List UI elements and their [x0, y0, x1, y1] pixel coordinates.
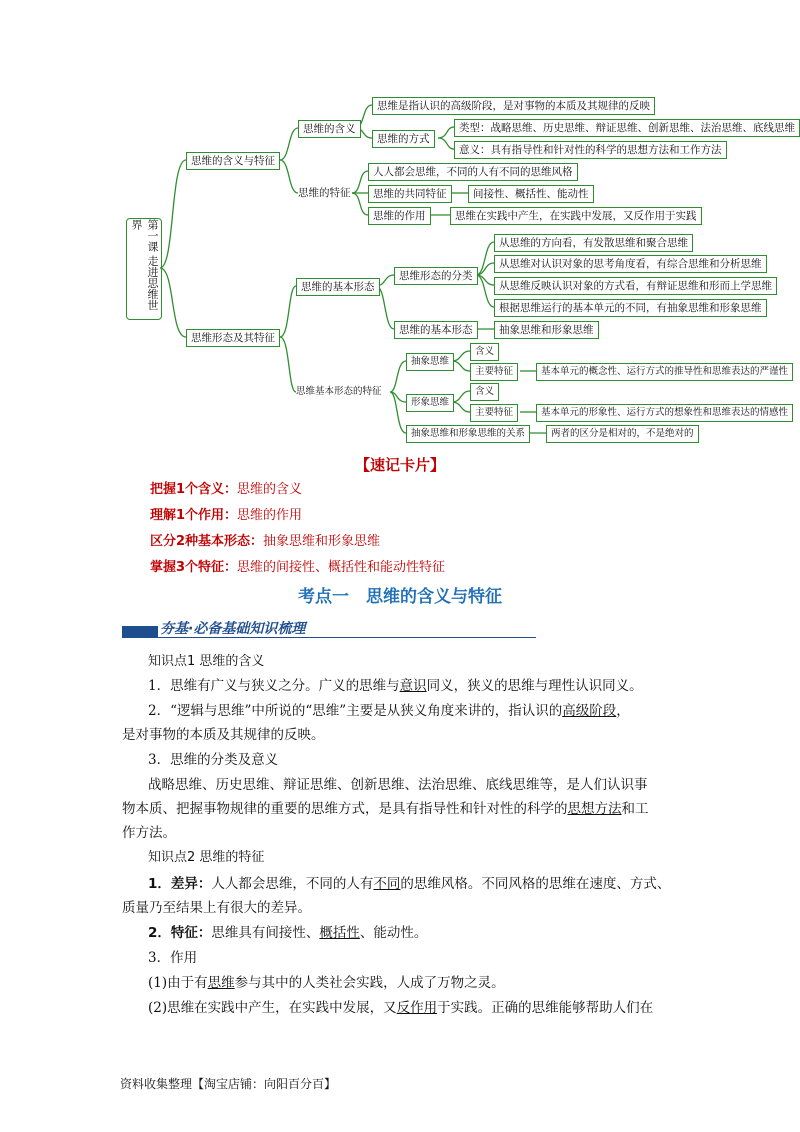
para-5-u: 不同: [373, 876, 401, 892]
node-image-feature: 主要特征: [470, 404, 518, 422]
para-8-a: (1)由于有: [148, 975, 208, 991]
para-1: [148, 674, 708, 698]
page-footer: 资料收集整理【淘宝店铺：向阳百分百】: [120, 1077, 337, 1091]
node-classification: 思维形态的分类: [394, 267, 478, 285]
card-val-3: 抽象思维和形象思维: [263, 534, 381, 549]
section-banner: [122, 618, 412, 640]
para-5-b: 的思维风格。不同风格的思维在速度、方式、: [400, 876, 671, 892]
node-role-val: 思维在实践中产生，在实践中发展，又反作用于实践: [450, 207, 702, 225]
node-abstract-feature: 主要特征: [470, 363, 518, 381]
node-basic-forms-2-val: 抽象思维和形象思维: [494, 321, 599, 339]
para-7: 3．作用: [148, 950, 198, 966]
para-4-b-text: 物本质、把握事物规律的重要的思维方式，是具有指导性和针对性的科学的: [122, 801, 568, 817]
para-9: [148, 996, 688, 1020]
para-4-u: 思想方法: [567, 801, 622, 817]
node-abstract: 抽象思维: [406, 353, 454, 371]
card-key-1: 把握1个含义：: [150, 482, 238, 497]
node-class-1: 从思维的方向看，有发散思维和聚合思维: [494, 234, 693, 252]
para-5-key: 1．差异：: [148, 876, 212, 892]
node-basic-forms: 思维的基本形态: [296, 278, 380, 296]
para-1-b: 同义，狭义的思维与理性认识同义。: [426, 678, 643, 694]
para-1-a: 1．思维有广义与狭义之分。广义的思维与: [148, 678, 400, 694]
node-meaning: 思维的含义: [298, 120, 361, 138]
para-6: [148, 921, 708, 945]
para-6-b: 、能动性。: [359, 925, 428, 941]
node-image-feature-val: 基本单元的形象性、运行方式的想象性和思维表达的情感性: [536, 404, 793, 422]
branch-forms-features: 思维形态及其特征: [186, 329, 280, 347]
node-relation-val: 两者的区分是相对的，不是绝对的: [546, 425, 699, 443]
para-5: [148, 872, 688, 896]
node-meaning-def: 思维是指认识的高级阶段，是对事物的本质及其规律的反映: [372, 97, 655, 115]
para-5-cont: 质量乃至结果上有很大的差异。: [122, 900, 311, 916]
node-class-4: 根据思维运行的基本单元的不同，有抽象思维和形象思维: [494, 299, 767, 317]
para-5-a: 人人都会思维，不同的人有: [211, 876, 374, 892]
card-key-3: 区分2种基本形态：: [150, 534, 264, 549]
node-image: 形象思维: [406, 394, 454, 412]
node-image-meaning: 含义: [470, 383, 499, 401]
section-title: 考点一 思维的含义与特征: [298, 587, 502, 607]
para-6-u: 概括性: [319, 925, 360, 941]
node-everyone: 人人都会思维，不同的人有不同的思维风格: [368, 163, 578, 181]
node-relation: 抽象思维和形象思维的关系: [406, 425, 530, 443]
para-4-a: 战略思维、历史思维、辩证思维、创新思维、法治思维、底线思维等，是人们认识事: [148, 777, 648, 793]
node-common: 思维的共同特征: [368, 185, 452, 203]
para-2-a: 2．“逻辑与思维”中所说的“思维”主要是从狭义角度来讲的，指认识的: [148, 703, 563, 719]
node-class-3: 从思维反映认识对象的方式看，有辩证思维和形而上学思维: [494, 277, 777, 295]
para-1-u: 意识: [399, 678, 427, 694]
card-val-4: 思维的间接性、概括性和能动性特征: [237, 560, 446, 575]
branch-meaning-features: 思维的含义与特征: [186, 152, 280, 170]
card-line-2: [150, 504, 302, 523]
para-6-key: 2．特征：: [148, 925, 212, 941]
mind-map-connectors: [0, 0, 800, 450]
para-8-b: 参与其中的人类社会实践，人成了万物之灵。: [234, 975, 505, 991]
card-line-4: [150, 556, 445, 575]
knowledge-point-1: 知识点1 思维的含义: [148, 654, 265, 669]
banner-bar: [122, 626, 158, 638]
banner-underline: [158, 637, 536, 638]
node-abstract-feature-val: 基本单元的概念性、运行方式的推导性和思维表达的严谨性: [536, 363, 793, 381]
para-8-u: 思维: [207, 975, 235, 991]
card-val-2: 思维的作用: [237, 508, 303, 523]
para-3: 3．思维的分类及意义: [148, 752, 279, 768]
para-4-d: 作方法。: [122, 825, 176, 841]
node-features: 思维的特征: [298, 187, 351, 199]
mind-map-root: 第一课 走进思维世界: [126, 218, 162, 320]
card-line-3: [150, 530, 380, 549]
para-2: [148, 699, 688, 723]
card-key-4: 掌握3个特征：: [150, 560, 238, 575]
para-2-u: 高级阶段: [562, 703, 617, 719]
node-common-val: 间接性、概括性、能动性: [468, 185, 594, 203]
card-title: 【速记卡片】: [354, 456, 445, 474]
para-9-u: 反作用: [396, 1000, 438, 1016]
node-form-features: 思维基本形态的特征: [296, 386, 382, 397]
card-key-2: 理解1个作用：: [150, 508, 238, 523]
banner-text: 夯基·必备基础知识梳理: [160, 621, 306, 637]
para-4-b: [122, 797, 682, 821]
mind-map: [0, 0, 800, 450]
card-line-1: [150, 478, 302, 497]
para-8: [148, 971, 708, 995]
node-types: 类型：战略思维、历史思维、辩证思维、创新思维、法治思维、底线思维: [454, 119, 800, 137]
para-9-a: (2)思维在实践中产生，在实践中发展，又: [148, 1000, 397, 1016]
node-basic-forms-2: 思维的基本形态: [394, 321, 478, 339]
node-class-2: 从思维对认识对象的思考角度看，有综合思维和分析思维: [494, 255, 767, 273]
para-6-a: 思维具有间接性、: [211, 925, 320, 941]
para-4-c: 和工: [621, 801, 649, 817]
node-significance: 意义：具有指导性和针对性的科学的思想方法和工作方法: [454, 141, 727, 159]
para-2-cont: 是对事物的本质及其规律的反映。: [122, 727, 325, 743]
node-role: 思维的作用: [368, 207, 431, 225]
card-val-1: 思维的含义: [237, 482, 303, 497]
knowledge-point-2: 知识点2 思维的特征: [148, 850, 265, 865]
para-9-b: 于实践。正确的思维能够帮助人们在: [437, 1000, 654, 1016]
node-ways: 思维的方式: [372, 130, 435, 148]
node-abstract-meaning: 含义: [470, 343, 499, 361]
para-2-b: ，: [616, 703, 630, 719]
